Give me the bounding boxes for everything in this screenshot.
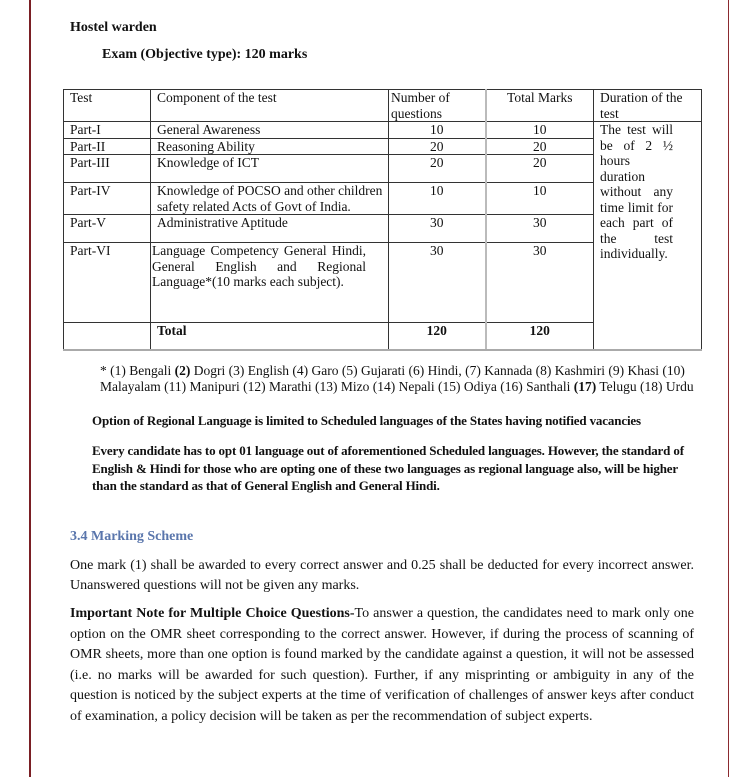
- header-num-questions: Number of questions: [389, 90, 486, 122]
- cell-test: Part-III: [64, 155, 151, 183]
- page-title: Hostel warden: [70, 20, 157, 35]
- cell-total-marks: 20: [486, 155, 594, 183]
- mcq-note-label: Important Note for Multiple Choice Questions-: [70, 606, 355, 621]
- header-test: Test: [64, 90, 151, 122]
- exam-subtitle: Exam (Objective type): 120 marks: [102, 47, 308, 62]
- cell-test-empty: [64, 323, 151, 350]
- cell-component: Knowledge of POCSO and other children safety related Acts of Govt of India.: [151, 183, 389, 215]
- cell-num-questions: 30: [389, 215, 486, 243]
- header-total-marks: Total Marks: [486, 90, 594, 122]
- cell-test: Part-IV: [64, 183, 151, 215]
- cell-total-num-questions: 120: [389, 323, 486, 350]
- cell-num-questions: 10: [389, 183, 486, 215]
- marking-scheme-paragraph: One mark (1) shall be awarded to every correct answer and 0.25 shall be deducted for every incorrect answer. Unanswered questions will not be given any marks.: [70, 558, 694, 593]
- footnote-bold-17: (17): [573, 379, 597, 394]
- cell-component: General Awareness: [151, 122, 389, 139]
- footnote-text: * (1) Bengali: [100, 363, 175, 378]
- cell-component: Knowledge of ICT: [151, 155, 389, 183]
- page-border-right: [728, 0, 729, 777]
- mcq-important-note: [70, 604, 694, 727]
- footnote-text: Telugu (18) Urdu: [596, 379, 694, 394]
- cell-test: Part-I: [64, 122, 151, 139]
- cell-total-marks-sum: 120: [486, 323, 594, 350]
- language-opt-note: Every candidate has to opt 01 language out of aforementioned Scheduled languages. However, the standard of English & Hindi for those who are opting one of these two languages as regional language also, will be higher than the standard as that of General English and General Hindi.: [92, 443, 684, 493]
- cell-total-marks: 10: [486, 183, 594, 215]
- table-row: [64, 122, 702, 139]
- cell-test: Part-II: [64, 138, 151, 155]
- exam-pattern-table: [63, 89, 702, 351]
- cell-total-label: Total: [151, 323, 389, 350]
- cell-test: Part-V: [64, 215, 151, 243]
- cell-total-marks: 30: [486, 215, 594, 243]
- footnote-bold-2: (2): [174, 363, 191, 378]
- cell-component: Reasoning Ability: [151, 138, 389, 155]
- cell-component: Language Competency General Hindi, General English and Regional Language*(10 marks each subject).: [151, 243, 389, 323]
- language-footnote: [100, 363, 710, 395]
- cell-total-marks: 20: [486, 138, 594, 155]
- section-heading-marking-scheme: 3.4 Marking Scheme: [70, 529, 194, 544]
- cell-num-questions: 10: [389, 122, 486, 139]
- cell-num-questions: 20: [389, 155, 486, 183]
- regional-language-note: Option of Regional Language is limited to Scheduled languages of the States having notified vacancies: [92, 413, 641, 428]
- header-duration: Duration of the test: [594, 90, 702, 122]
- table-header-row: [64, 90, 702, 122]
- cell-test: Part-VI: [64, 243, 151, 323]
- cell-total-marks: 10: [486, 122, 594, 139]
- footnote-text: Dogri (3) English (4) Garo (5) Gujarati (6) Hindi, (7) Kannada (8) Kashmiri (9) Khasi (10) Malayalam (11) Manipuri (12) Marathi (13) Mizo (14) Nepali (15) Odiya (16) Santhali: [100, 363, 685, 394]
- cell-duration: The test will be of 2 ½ hours duration without any time limit for each part of the test individually.: [594, 122, 702, 350]
- cell-component: Administrative Aptitude: [151, 215, 389, 243]
- cell-num-questions: 30: [389, 243, 486, 323]
- page-border-left: [29, 0, 31, 777]
- mcq-note-text: To answer a question, the candidates need to mark only one option on the OMR sheet corresponding to the correct answer. However, if during the process of scanning of OMR sheets, more than one option is found marked by the candidate against a question, it will not be assessed (i.e. no marks will be awarded for such question). Further, if any misprinting or ambiguity in any of the question is noticed by the subject experts at the time of verification of challenges of answer keys after conduct of examination, a policy decision will be taken as per the recommendation of subject experts.: [70, 606, 694, 724]
- cell-num-questions: 20: [389, 138, 486, 155]
- header-component: Component of the test: [151, 90, 389, 122]
- cell-total-marks: 30: [486, 243, 594, 323]
